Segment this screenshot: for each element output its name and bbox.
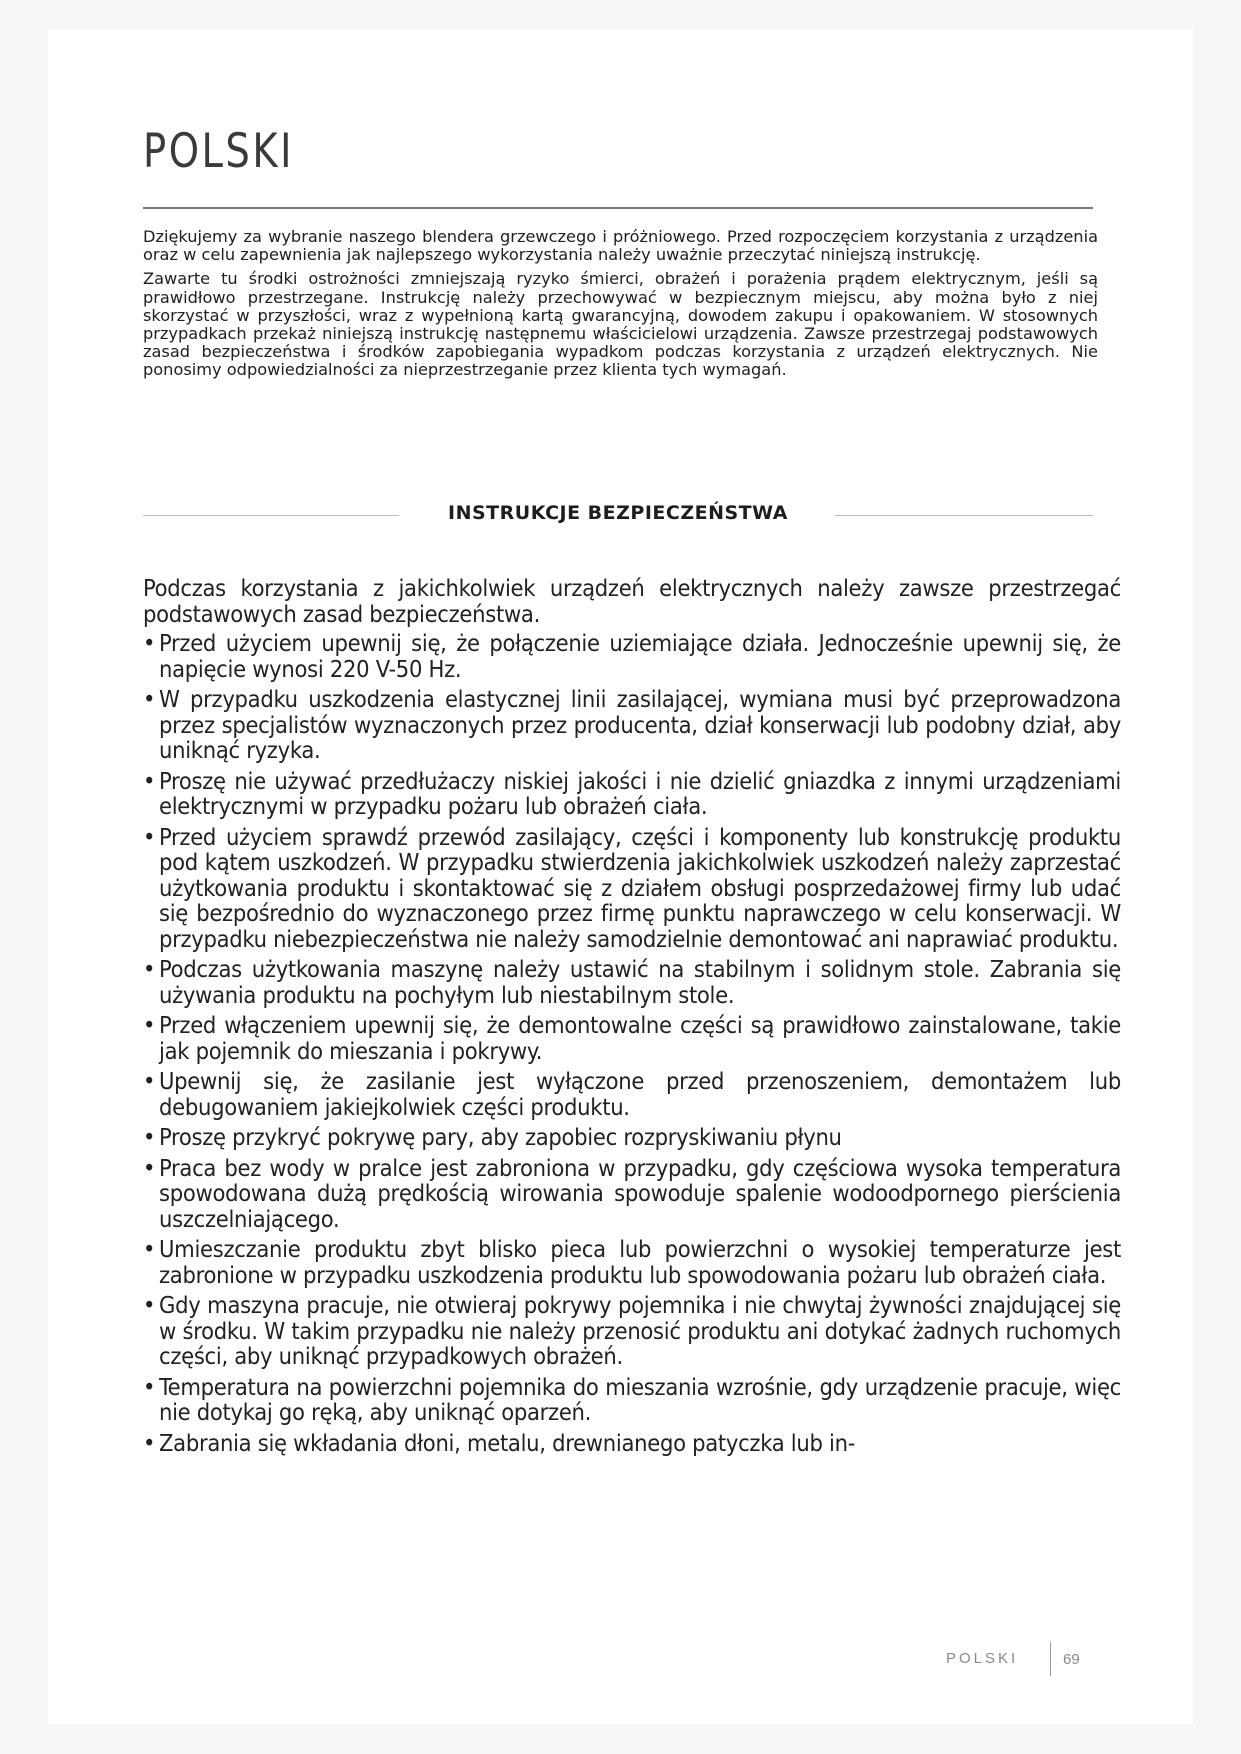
bullet: • (143, 1235, 156, 1263)
bullet: • (143, 1123, 156, 1151)
intro (143, 228, 1098, 386)
list-item-text: Przed użyciem upewnij się, że połączenie uziemiające działa. Jednocześnie upewnij się, że napięcie wynosi 220 V-50 Hz. (159, 629, 1121, 683)
list-item-text: Temperatura na powierzchni pojemnika do mieszania wzrośnie, gdy urządzenie pracuje, więc nie dotykaj go ręką, aby uniknąć oparzeń. (159, 1372, 1121, 1426)
list-item-text: Zabrania się wkładania dłoni, metalu, drewnianego patyczka lub in- (159, 1428, 856, 1457)
list-item (143, 1237, 1121, 1288)
heading-rule-right (835, 515, 1093, 516)
list-item (143, 822, 1121, 953)
list-item (143, 1153, 1121, 1233)
title-divider (143, 207, 1093, 209)
bullet: • (143, 685, 156, 713)
list-item-text: Praca bez wody w pralce jest zabroniona w przypadku, gdy częściowa wysoka temperatura spowodowana dużą prędkością wirowania spowoduje spalenie wodoodpornego pierścienia uszczelniającego. (159, 1153, 1121, 1233)
footer-language: POLSKI (946, 1650, 1019, 1667)
intro-paragraph: Dziękujemy za wybranie naszego blendera grzewczego i próżniowego. Przed rozpoczęciem korzystania z urządzenia oraz w celu zapewnienia jak najlepszego wykorzystania należy uważnie przeczytać niniejszą instrukcję. (143, 227, 1098, 265)
bullet: • (143, 1011, 156, 1039)
list-item-text: Umieszczanie produktu zbyt blisko pieca lub powierzchni o wysokiej temperaturze jest zabronione w przypadku uszkodzenia produktu lub spowodowania pożaru lub obrażeń ciała. (159, 1235, 1121, 1289)
list-item (143, 1069, 1121, 1120)
heading-rule-left (143, 515, 399, 516)
bullet: • (143, 766, 156, 795)
list-item-text: Upewnij się, że zasilanie jest wyłączone przed przenoszeniem, demontażem lub debugowaniem jakiejkolwiek części produktu. (159, 1067, 1121, 1121)
list-item-text: Proszę nie używać przedłużaczy niskiej jakości i nie dzielić gniazdka z innymi urządzeniami elektrycznymi w przypadku pożaru lub obrażeń ciała. (159, 766, 1121, 820)
page-footer (946, 1642, 1146, 1678)
list-item-text: Gdy maszyna pracuje, nie otwieraj pokrywy pojemnika i nie chwytaj żywności znajdującej się w środku. W takim przypadku nie należy przenosić produktu ani dotykać żadnych ruchomych części, aby uniknąć przypadkowych obrażeń. (159, 1291, 1121, 1370)
safety-list (143, 631, 1121, 1456)
list-item (143, 1125, 1121, 1151)
section-heading (143, 502, 1093, 528)
list-item-text: Przed użyciem sprawdź przewód zasilający, części i komponenty lub konstrukcję produktu pod kątem uszkodzeń. W przypadku stwierdzenia jakichkolwiek uszkodzeń należy zaprzestać użytkowania produktu i skontaktować się z działem obsługi posprzedażowej firmy lub udać się bezpośrednio do wyznaczonego przez firmę punktu naprawczego w celu konserwacji. W przypadku niebezpieczeństwa nie należy samodzielnie demontować ani naprawiać produktu. (159, 822, 1121, 953)
safety-rules (143, 576, 1121, 1461)
list-item (143, 766, 1121, 820)
list-item (143, 1428, 1121, 1457)
footer-divider (1050, 1642, 1051, 1676)
safety-lead: Podczas korzystania z jakichkolwiek urządzeń elektrycznych należy zawsze przestrzegać podstawowych zasad bezpieczeństwa. (143, 574, 1121, 628)
list-item-text: Przed włączeniem upewnij się, że demontowalne części są prawidłowo zainstalowane, takie jak pojemnik do mieszania i pokrywy. (159, 1011, 1121, 1065)
list-item (143, 631, 1121, 682)
bullet: • (143, 1153, 156, 1182)
list-item (143, 957, 1121, 1008)
bullet: • (143, 629, 156, 657)
list-item (143, 1372, 1121, 1426)
bullet: • (143, 1067, 156, 1095)
list-item-text: Proszę przykryć pokrywę pary, aby zapobiec rozpryskiwaniu płynu (159, 1123, 842, 1151)
list-item-text: Podczas użytkowania maszynę należy ustawić na stabilnym i solidnym stole. Zabrania się używania produktu na pochyłym lub niestabilnym stole. (159, 955, 1121, 1009)
list-item (143, 1013, 1121, 1064)
list-item (143, 687, 1121, 764)
bullet: • (143, 955, 156, 983)
section-heading-label: INSTRUKCJE BEZPIECZEŃSTWA (448, 502, 788, 524)
bullet: • (143, 1372, 156, 1401)
bullet: • (143, 822, 156, 851)
page (48, 30, 1193, 1724)
intro-paragraph: Zawarte tu środki ostrożności zmniejszają ryzyko śmierci, obrażeń i porażenia prądem elektrycznym, jeśli są prawidłowo przestrzegane. Instrukcję należy przechowywać w bezpiecznym miejscu, aby można było z niej skorzystać w przyszłości, wraz z wypełnioną kartą gwarancyjną, dowodem zakupu i opakowaniem. W stosownych przypadkach przekaż niniejszą instrukcję następnemu właścicielowi urządzenia. Zawsze przestrzegaj podstawowych zasad bezpieczeństwa i środków zapobiegania wypadkom podczas korzystania z urządzeń elektrycznych. Nie ponosimy odpowiedzialności za nieprzestrzeganie przez klienta tych wymagań. (143, 269, 1098, 380)
bullet: • (143, 1428, 156, 1457)
bullet: • (143, 1291, 156, 1319)
page-title: POLSKI (143, 124, 294, 179)
list-item (143, 1293, 1121, 1370)
page-number: 69 (1063, 1651, 1080, 1668)
list-item-text: W przypadku uszkodzenia elastycznej linii zasilającej, wymiana musi być przeprowadzona przez specjalistów wyznaczonych przez producenta, dział konserwacji lub podobny dział, aby uniknąć ryzyka. (159, 685, 1121, 764)
